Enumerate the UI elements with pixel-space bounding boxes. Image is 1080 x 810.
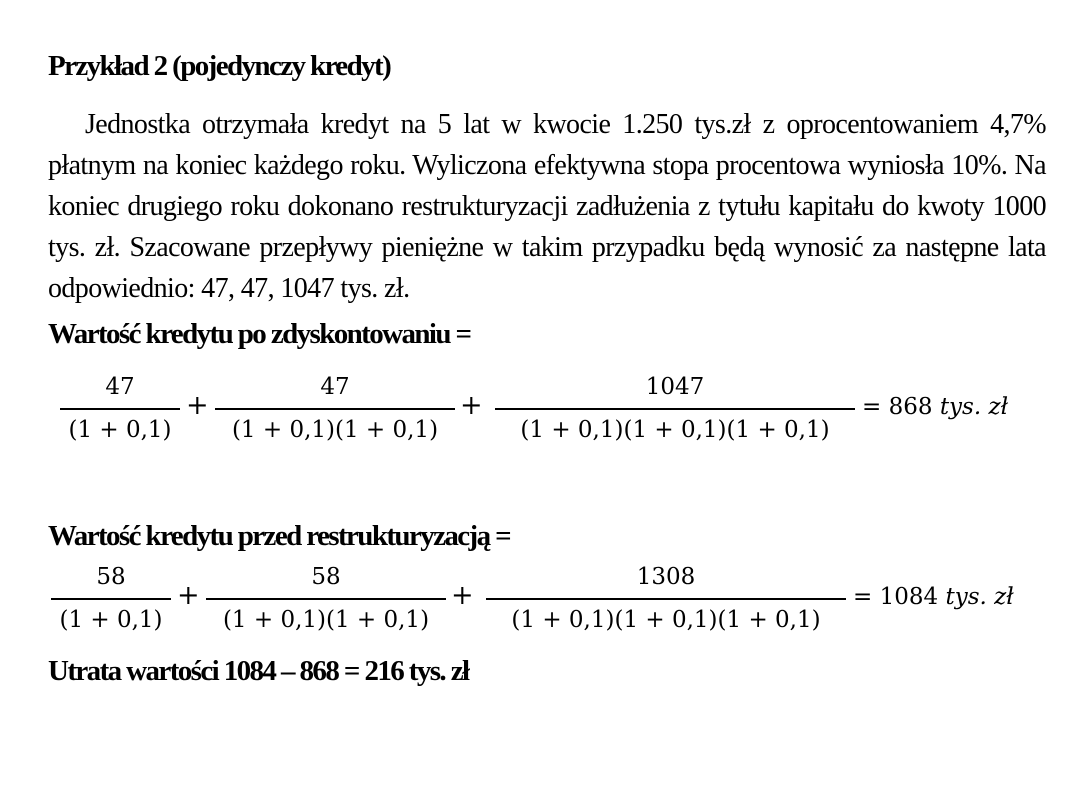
equals-sign: = bbox=[862, 394, 882, 420]
result-value: 1084 bbox=[879, 584, 939, 610]
fraction-term-3 bbox=[486, 560, 846, 640]
fraction-term-1 bbox=[60, 370, 180, 450]
result-value: 868 bbox=[888, 394, 933, 420]
plus-sign: + bbox=[177, 580, 200, 611]
plus-sign: + bbox=[186, 390, 209, 421]
discounted-value-heading: Wartość kredytu po zdyskontowaniu = bbox=[48, 318, 471, 350]
fraction-bar bbox=[60, 408, 180, 410]
problem-description: Jednostka otrzymała kredyt na 5 lat w kwocie 1.250 tys.zł z oprocentowaniem 4,7% płatnym na koniec każdego roku. Wyliczona efektywna stopa procentowa wyniosła 10%. Na koniec drugiego roku dokonano restrukturyzacji zadłużenia z tytułu kapitału do kwoty 1000 tys. zł. Szacowane przepływy pieniężne w takim przypadku będą wynosić za następne lata odpowiednio: 47, 47, 1047 tys. zł. bbox=[48, 109, 1046, 304]
formula-result bbox=[862, 396, 1008, 419]
fraction-denominator: (1 + 0,1) bbox=[59, 607, 163, 633]
fraction-term-3 bbox=[495, 370, 855, 450]
fraction-numerator: 1308 bbox=[636, 564, 696, 590]
fraction-bar bbox=[206, 598, 446, 600]
fraction-bar bbox=[486, 598, 846, 600]
fraction-numerator: 47 bbox=[105, 374, 135, 400]
fraction-numerator: 58 bbox=[311, 564, 341, 590]
fraction-term-2 bbox=[215, 370, 455, 450]
plus-sign: + bbox=[451, 580, 474, 611]
fraction-denominator: (1 + 0,1)(1 + 0,1)(1 + 0,1) bbox=[520, 417, 830, 443]
fraction-numerator: 47 bbox=[320, 374, 350, 400]
fraction-bar bbox=[495, 408, 855, 410]
plus-sign: + bbox=[460, 390, 483, 421]
fraction-denominator: (1 + 0,1)(1 + 0,1)(1 + 0,1) bbox=[511, 607, 821, 633]
equals-sign: = bbox=[853, 584, 873, 610]
fraction-bar bbox=[215, 408, 455, 410]
result-unit: tys. zł bbox=[939, 394, 1009, 420]
value-loss-summary: Utrata wartości 1084 – 868 = 216 tys. zł bbox=[48, 655, 469, 687]
formula-result bbox=[853, 586, 1014, 609]
fraction-term-1 bbox=[51, 560, 171, 640]
fraction-denominator: (1 + 0,1)(1 + 0,1) bbox=[231, 417, 439, 443]
result-unit: tys. zł bbox=[945, 584, 1014, 610]
slide-title: Przykład 2 (pojedynczy kredyt) bbox=[48, 50, 391, 82]
fraction-bar bbox=[51, 598, 171, 600]
pre-restructuring-value-heading: Wartość kredytu przed restrukturyzacją = bbox=[48, 520, 511, 552]
fraction-denominator: (1 + 0,1) bbox=[68, 417, 172, 443]
fraction-numerator: 1047 bbox=[645, 374, 705, 400]
fraction-numerator: 58 bbox=[96, 564, 126, 590]
fraction-term-2 bbox=[206, 560, 446, 640]
fraction-denominator: (1 + 0,1)(1 + 0,1) bbox=[222, 607, 430, 633]
